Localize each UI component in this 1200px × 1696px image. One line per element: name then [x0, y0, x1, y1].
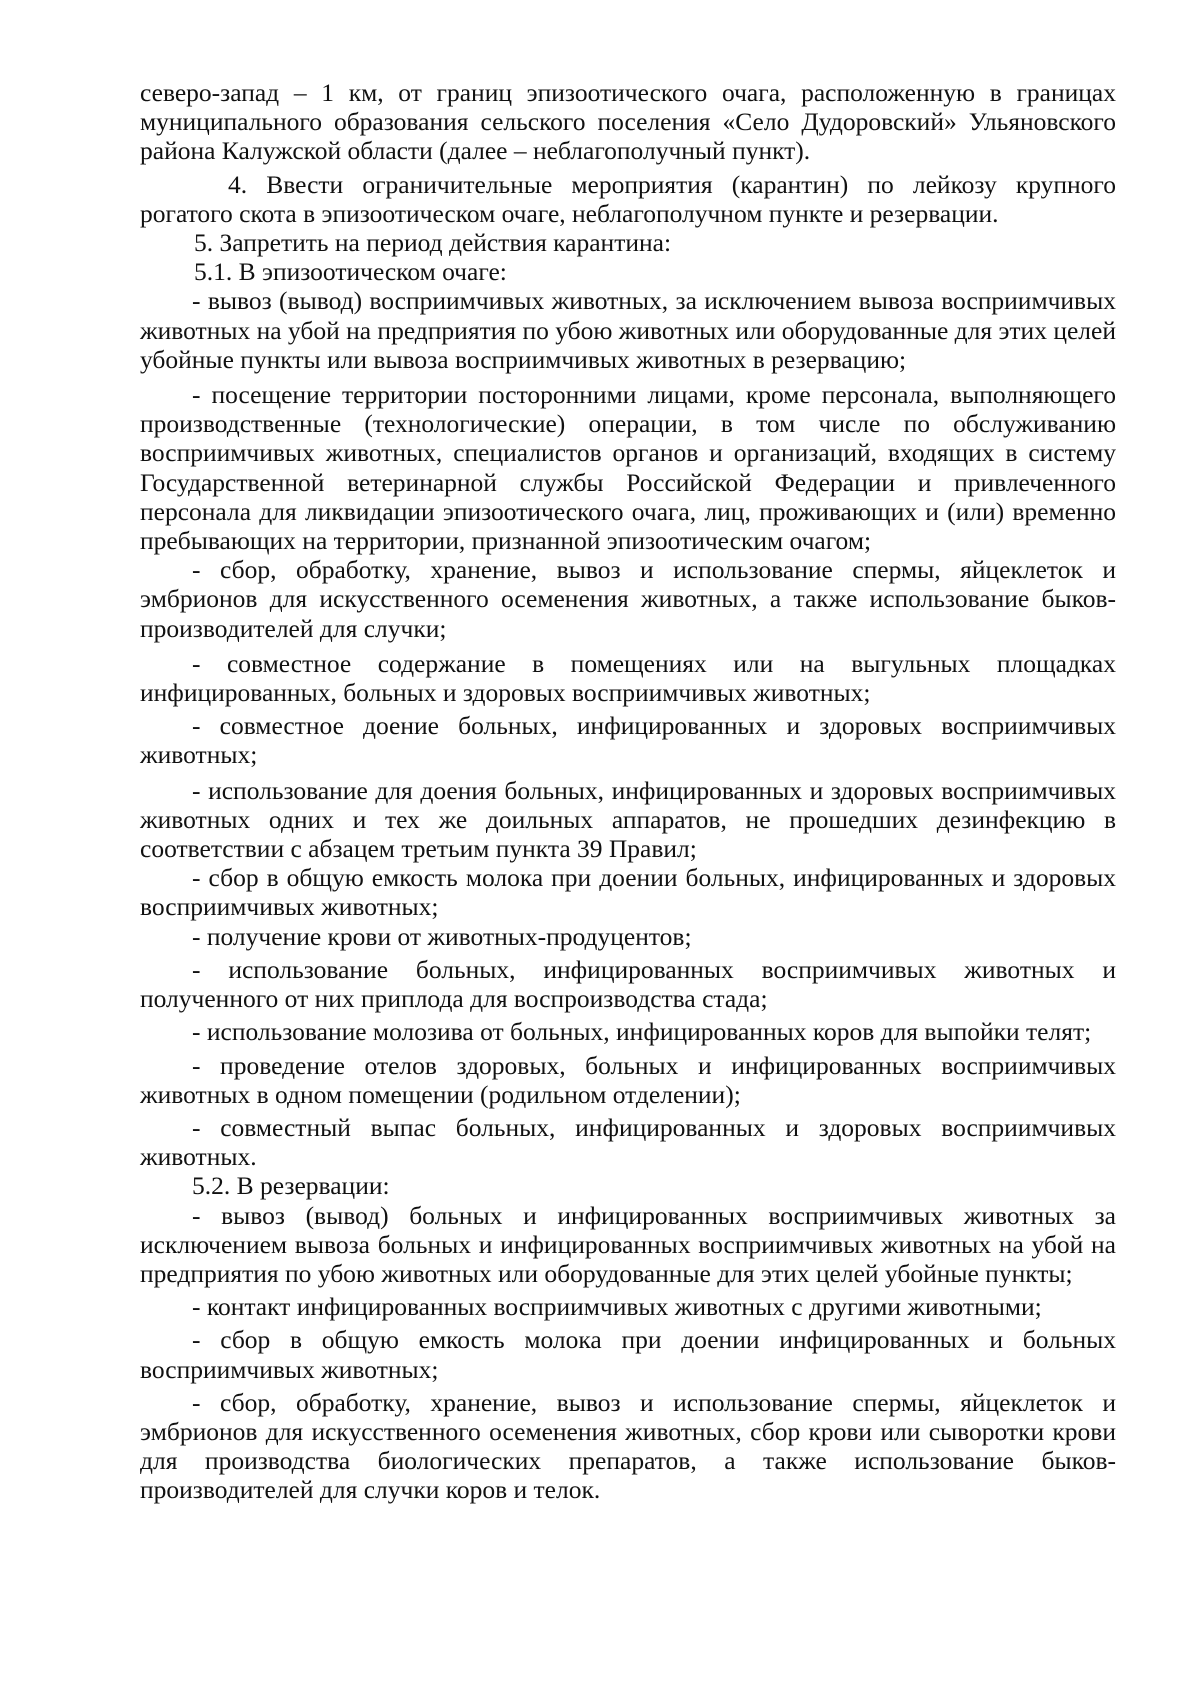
document-page [140, 78, 1116, 1505]
list-item: - совместное содержание в помещениях или на выгульных площадках инфицированных, больных и здоровых восприимчивых животных; [140, 648, 1116, 708]
list-item: - сбор, обработку, хранение, вывоз и использование спермы, яйцеклеток и эмбрионов для искусственного осеменения животных, а также использование быков-производителей для случки; [140, 555, 1116, 643]
list-item: - сбор, обработку, хранение, вывоз и использование спермы, яйцеклеток и эмбрионов для искусственного осеменения животных, сбор крови или сыворотки крови для производства биологических препаратов, а также использование быков-производителей для случки коров и телок. [140, 1387, 1116, 1505]
list-item: - использование для доения больных, инфицированных и здоровых восприимчивых животных одних и тех же доильных аппаратов, не прошедших дезинфекцию в соответствии с абзацем третьим пункта 39 Правил; [140, 775, 1116, 864]
list-item: - совместное доение больных, инфицированных и здоровых восприимчивых животных; [140, 711, 1116, 770]
list-item: - проведение отелов здоровых, больных и инфицированных восприимчивых животных в одном помещении (родильном отделении); [140, 1050, 1116, 1109]
paragraph-item-4: 4. Ввести ограничительные мероприятия (карантин) по лейкозу крупного рогатого скота в эпизоотическом очаге, неблагополучном пункте и резервации. [140, 169, 1116, 228]
paragraph-item-5: 5. Запретить на период действия карантина: [194, 228, 672, 258]
paragraph-item-5-1: 5.1. В эпизоотическом очаге: [194, 257, 507, 287]
list-item: - вывоз (вывод) больных и инфицированных восприимчивых животных за исключением вывоза больных и инфицированных восприимчивых животных на убой на предприятия по убою животных или оборудованные для этих целей убойные пункты; [140, 1200, 1116, 1288]
list-item: - посещение территории посторонними лицами, кроме персонала, выполняющего производственные (технологические) операции, в том числе по обслуживанию восприимчивых животных, специалистов органов и организаций, входящих в систему Государственной ветеринарной службы Российской Федерации и привлеченного персонала для ликвидации эпизоотического очага, лиц, проживающих и (или) временно пребывающих на территории, признанной эпизоотическим очагом; [140, 380, 1116, 556]
list-item: - контакт инфицированных восприимчивых животных с другими животными; [192, 1292, 1042, 1322]
list-item: - получение крови от животных-продуцентов; [192, 921, 692, 951]
paragraph-continuation: северо-запад – 1 км, от границ эпизоотического очага, расположенную в границах муниципального образования сельского поселения «Село Дудоровский» Ульяновского района Калужской области (далее – неблагополучный пункт). [140, 78, 1116, 166]
list-item: - сбор в общую емкость молока при доении инфицированных и больных восприимчивых животных; [140, 1325, 1116, 1384]
paragraph-item-5-2: 5.2. В резервации: [192, 1171, 390, 1201]
list-item: - использование больных, инфицированных восприимчивых животных и полученного от них приплода для воспроизводства стада; [140, 954, 1116, 1014]
list-item: - совместный выпас больных, инфицированных и здоровых восприимчивых животных. [140, 1112, 1116, 1172]
list-item: - сбор в общую емкость молока при доении больных, инфицированных и здоровых восприимчивых животных; [140, 863, 1116, 922]
list-item: - вывоз (вывод) восприимчивых животных, за исключением вывоза восприимчивых животных на убой на предприятия по убою животных или оборудованные для этих целей убойные пункты или вывоза восприимчивых животных в резервацию; [140, 286, 1116, 374]
list-item: - использование молозива от больных, инфицированных коров для выпойки телят; [192, 1017, 1092, 1047]
